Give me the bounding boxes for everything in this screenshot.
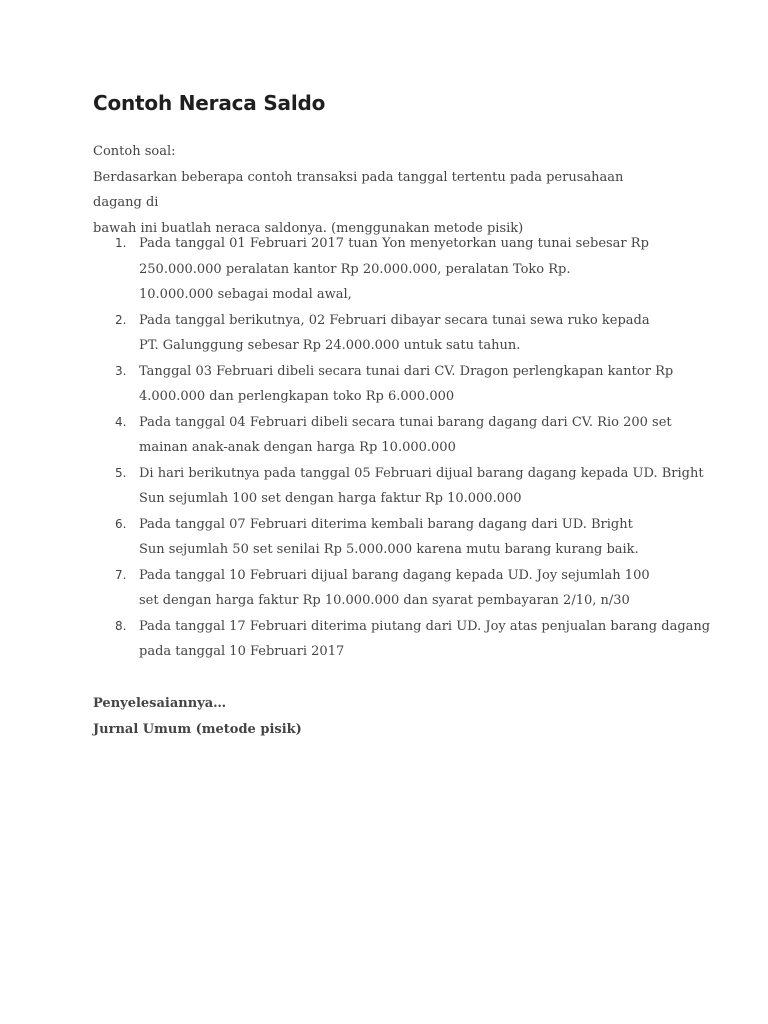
list-item xyxy=(93,614,711,665)
list-item-text: 4.000.000 dan perlengkapan toko Rp 6.000.000 xyxy=(139,389,455,404)
journal-heading: Jurnal Umum (metode pisik) xyxy=(93,721,302,737)
list-item-text: Pada tanggal 10 Februari dijual barang dagang kepada UD. Joy sejumlah 100 xyxy=(139,567,650,583)
transaction-list xyxy=(93,231,711,665)
list-item xyxy=(93,231,683,308)
solution-heading: Penyelesaiannya… xyxy=(93,696,227,711)
intro-line: Berdasarkan beberapa contoh transaksi pada tanggal tertentu pada perusahaan dagang di xyxy=(93,169,624,210)
list-item-text: PT. Galunggung sebesar Rp 24.000.000 untuk satu tahun. xyxy=(139,338,521,353)
list-item-number: 3. xyxy=(115,363,127,378)
list-item-number: 6. xyxy=(115,516,127,531)
list-item xyxy=(93,308,683,359)
list-item-number: 1. xyxy=(115,236,127,250)
list-item-text: pada tanggal 10 Februari 2017 xyxy=(139,644,345,659)
list-item-number: 7. xyxy=(115,567,127,582)
list-item-number: 8. xyxy=(115,618,127,633)
list-item-text: 250.000.000 peralatan kantor Rp 20.000.000, peralatan Toko Rp. xyxy=(139,261,571,277)
list-item-text: Sun sejumlah 100 set dengan harga faktur Rp 10.000.000 xyxy=(139,491,522,506)
list-item-text: Pada tanggal berikutnya, 02 Februari dibayar secara tunai sewa ruko kepada xyxy=(139,312,650,328)
list-item-text: mainan anak-anak dengan harga Rp 10.000.000 xyxy=(139,440,456,455)
list-item-text: 10.000.000 sebagai modal awal, xyxy=(139,287,352,302)
intro-label: Contoh soal: xyxy=(93,144,176,159)
list-item-text: Pada tanggal 17 Februari diterima piutang dari UD. Joy atas penjualan barang dagang xyxy=(139,618,711,634)
list-item-text: Pada tanggal 01 Februari 2017 tuan Yon menyetorkan uang tunai sebesar Rp xyxy=(139,236,649,251)
page-title: Contoh Neraca Saldo xyxy=(93,91,326,115)
list-item xyxy=(93,563,683,614)
list-item-text: Di hari berikutnya pada tanggal 05 Februari dijual barang dagang kepada UD. Bright xyxy=(139,465,704,481)
list-item xyxy=(93,512,683,563)
list-item-number: 5. xyxy=(115,465,127,480)
list-item-text: Pada tanggal 07 Februari diterima kembali barang dagang dari UD. Bright xyxy=(139,516,633,532)
list-item-number: 4. xyxy=(115,414,127,429)
intro-section xyxy=(93,139,663,241)
list-item xyxy=(93,410,683,461)
list-item-text: Tanggal 03 Februari dibeli secara tunai dari CV. Dragon perlengkapan kantor Rp xyxy=(139,363,674,379)
list-item-text: set dengan harga faktur Rp 10.000.000 dan syarat pembayaran 2/10, n/30 xyxy=(139,593,630,608)
list-item-number: 2. xyxy=(115,312,127,327)
list-item-text: Sun sejumlah 50 set senilai Rp 5.000.000 karena mutu barang kurang baik. xyxy=(139,542,639,557)
list-item xyxy=(93,461,704,512)
list-item xyxy=(93,359,683,410)
footer-section xyxy=(93,691,663,742)
intro-line: bawah ini buatlah neraca saldonya. (menggunakan metode pisik) xyxy=(93,220,524,236)
list-item-text: Pada tanggal 04 Februari dibeli secara tunai barang dagang dari CV. Rio 200 set xyxy=(139,414,672,430)
